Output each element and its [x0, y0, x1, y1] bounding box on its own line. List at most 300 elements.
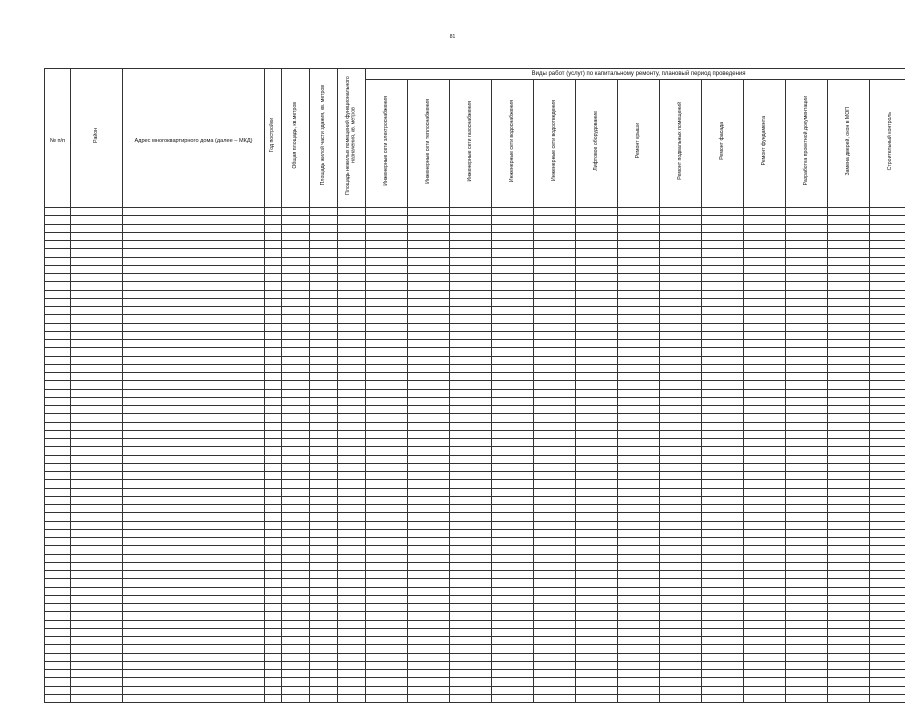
table-cell — [123, 670, 265, 678]
table-cell — [744, 678, 786, 686]
table-cell — [282, 505, 310, 513]
table-cell — [870, 439, 905, 447]
table-cell — [492, 694, 534, 702]
table-cell — [366, 604, 408, 612]
table-cell — [870, 694, 905, 702]
table-cell — [450, 538, 492, 546]
table-cell — [618, 513, 660, 521]
table-cell — [618, 439, 660, 447]
table-cell — [660, 348, 702, 356]
table-row — [45, 241, 905, 249]
table-cell — [660, 678, 702, 686]
table-cell — [123, 364, 265, 372]
table-cell — [786, 472, 828, 480]
table-cell — [265, 612, 282, 620]
table-cell — [576, 406, 618, 414]
table-cell — [786, 439, 828, 447]
table-cell — [450, 521, 492, 529]
table-cell — [45, 670, 71, 678]
table-cell — [310, 645, 338, 653]
table-cell — [744, 265, 786, 273]
table-cell — [310, 356, 338, 364]
table-cell — [366, 554, 408, 562]
table-cell — [576, 546, 618, 554]
table-cell — [123, 554, 265, 562]
table-cell — [450, 216, 492, 224]
header-nonliving-area: Площадь нежилых помещений функционального назначения, кв. метров — [338, 69, 366, 208]
table-cell — [702, 331, 744, 339]
table-cell — [45, 356, 71, 364]
table-cell — [828, 463, 870, 471]
table-cell — [45, 653, 71, 661]
table-cell — [660, 356, 702, 364]
table-cell — [618, 224, 660, 232]
table-cell — [45, 521, 71, 529]
table-cell — [123, 463, 265, 471]
table-cell — [702, 571, 744, 579]
table-cell — [265, 661, 282, 669]
table-cell — [576, 340, 618, 348]
table-cell — [660, 538, 702, 546]
table-cell — [123, 232, 265, 240]
table-cell — [282, 348, 310, 356]
table-cell — [786, 208, 828, 216]
table-cell — [828, 241, 870, 249]
table-cell — [71, 637, 123, 645]
table-cell — [408, 241, 450, 249]
table-cell — [618, 381, 660, 389]
table-cell — [450, 241, 492, 249]
table-cell — [338, 529, 366, 537]
table-cell — [282, 538, 310, 546]
table-cell — [870, 472, 905, 480]
table-cell — [45, 414, 71, 422]
table-cell — [450, 208, 492, 216]
table-cell — [828, 546, 870, 554]
table-cell — [71, 397, 123, 405]
table-cell — [534, 307, 576, 315]
table-row — [45, 628, 905, 636]
table-cell — [576, 257, 618, 265]
table-cell — [660, 612, 702, 620]
table-cell — [71, 612, 123, 620]
table-cell — [45, 447, 71, 455]
table-cell — [366, 472, 408, 480]
table-cell — [786, 496, 828, 504]
table-cell — [265, 274, 282, 282]
table-cell — [71, 513, 123, 521]
table-cell — [282, 480, 310, 488]
table-cell — [786, 340, 828, 348]
table-cell — [828, 348, 870, 356]
table-cell — [265, 307, 282, 315]
table-cell — [744, 216, 786, 224]
table-cell — [660, 381, 702, 389]
table-cell — [576, 282, 618, 290]
table-cell — [282, 307, 310, 315]
table-cell — [282, 653, 310, 661]
table-cell — [870, 447, 905, 455]
table-cell — [618, 323, 660, 331]
table-cell — [366, 562, 408, 570]
table-cell — [450, 356, 492, 364]
table-cell — [408, 538, 450, 546]
table-cell — [366, 571, 408, 579]
table-cell — [366, 628, 408, 636]
table-cell — [702, 645, 744, 653]
table-cell — [450, 373, 492, 381]
table-cell — [870, 513, 905, 521]
table-cell — [492, 554, 534, 562]
table-cell — [702, 538, 744, 546]
table-cell — [310, 257, 338, 265]
table-cell — [282, 488, 310, 496]
table-cell — [71, 331, 123, 339]
table-cell — [450, 571, 492, 579]
table-cell — [534, 612, 576, 620]
table-cell — [576, 521, 618, 529]
table-cell — [492, 298, 534, 306]
table-row — [45, 232, 905, 240]
table-cell — [265, 265, 282, 273]
table-cell — [265, 422, 282, 430]
table-cell — [534, 653, 576, 661]
table-cell — [282, 571, 310, 579]
table-cell — [338, 356, 366, 364]
table-cell — [282, 661, 310, 669]
table-cell — [338, 373, 366, 381]
table-cell — [660, 546, 702, 554]
table-row — [45, 604, 905, 612]
table-cell — [310, 298, 338, 306]
table-cell — [618, 661, 660, 669]
table-cell — [450, 562, 492, 570]
table-cell — [310, 414, 338, 422]
table-cell — [338, 298, 366, 306]
table-cell — [492, 282, 534, 290]
table-cell — [71, 529, 123, 537]
table-cell — [45, 397, 71, 405]
table-cell — [618, 595, 660, 603]
table-cell — [870, 406, 905, 414]
table-cell — [45, 686, 71, 694]
table-cell — [828, 505, 870, 513]
table-cell — [450, 637, 492, 645]
table-cell — [492, 455, 534, 463]
table-cell — [71, 224, 123, 232]
table-cell — [310, 529, 338, 537]
table-cell — [310, 686, 338, 694]
table-cell — [71, 257, 123, 265]
table-cell — [828, 224, 870, 232]
table-cell — [660, 472, 702, 480]
table-cell — [534, 208, 576, 216]
table-cell — [338, 645, 366, 653]
table-cell — [576, 208, 618, 216]
table-cell — [450, 348, 492, 356]
table-cell — [870, 307, 905, 315]
table-cell — [408, 595, 450, 603]
table-cell — [744, 546, 786, 554]
table-cell — [123, 538, 265, 546]
table-cell — [534, 513, 576, 521]
table-cell — [576, 463, 618, 471]
table-row — [45, 439, 905, 447]
table-cell — [702, 381, 744, 389]
table-cell — [123, 496, 265, 504]
table-cell — [310, 208, 338, 216]
table-cell — [123, 274, 265, 282]
table-cell — [660, 587, 702, 595]
table-cell — [123, 595, 265, 603]
table-cell — [338, 595, 366, 603]
table-cell — [265, 678, 282, 686]
table-cell — [702, 661, 744, 669]
table-cell — [71, 364, 123, 372]
table-cell — [282, 637, 310, 645]
table-cell — [534, 348, 576, 356]
header-work-basement: Ремонт подвальных помещений — [660, 80, 702, 208]
table-cell — [786, 298, 828, 306]
table-cell — [744, 348, 786, 356]
table-cell — [282, 249, 310, 257]
table-cell — [71, 208, 123, 216]
table-cell — [618, 645, 660, 653]
table-row — [45, 340, 905, 348]
table-cell — [744, 653, 786, 661]
table-cell — [45, 422, 71, 430]
table-cell — [265, 373, 282, 381]
table-cell — [786, 307, 828, 315]
table-cell — [618, 364, 660, 372]
table-cell — [265, 694, 282, 702]
table-cell — [786, 249, 828, 257]
table-cell — [492, 430, 534, 438]
table-cell — [534, 364, 576, 372]
table-cell — [744, 562, 786, 570]
table-cell — [870, 323, 905, 331]
table-cell — [45, 587, 71, 595]
table-cell — [702, 249, 744, 257]
table-cell — [408, 430, 450, 438]
table-cell — [45, 315, 71, 323]
table-cell — [338, 571, 366, 579]
table-cell — [71, 571, 123, 579]
table-cell — [786, 331, 828, 339]
table-cell — [45, 430, 71, 438]
table-cell — [576, 241, 618, 249]
table-cell — [660, 463, 702, 471]
table-cell — [408, 290, 450, 298]
table-cell — [265, 579, 282, 587]
table-cell — [618, 298, 660, 306]
table-cell — [786, 620, 828, 628]
table-cell — [408, 323, 450, 331]
table-cell — [71, 546, 123, 554]
table-cell — [366, 579, 408, 587]
table-cell — [338, 538, 366, 546]
table-cell — [265, 216, 282, 224]
table-cell — [408, 397, 450, 405]
table-cell — [576, 348, 618, 356]
table-cell — [786, 628, 828, 636]
table-row — [45, 282, 905, 290]
table-cell — [534, 505, 576, 513]
table-cell — [408, 348, 450, 356]
table-cell — [450, 414, 492, 422]
table-cell — [492, 480, 534, 488]
table-cell — [123, 348, 265, 356]
table-cell — [870, 488, 905, 496]
table-cell — [265, 571, 282, 579]
table-cell — [870, 529, 905, 537]
table-cell — [265, 331, 282, 339]
table-cell — [71, 323, 123, 331]
table-cell — [338, 315, 366, 323]
table-row — [45, 298, 905, 306]
table-cell — [870, 455, 905, 463]
table-cell — [618, 397, 660, 405]
table-cell — [702, 694, 744, 702]
table-cell — [618, 628, 660, 636]
table-cell — [338, 397, 366, 405]
table-cell — [828, 430, 870, 438]
table-cell — [71, 241, 123, 249]
table-cell — [786, 686, 828, 694]
table-cell — [366, 595, 408, 603]
table-cell — [534, 554, 576, 562]
table-cell — [534, 628, 576, 636]
table-cell — [71, 678, 123, 686]
table-cell — [408, 463, 450, 471]
table-cell — [310, 505, 338, 513]
table-cell — [786, 661, 828, 669]
table-cell — [450, 554, 492, 562]
table-cell — [450, 298, 492, 306]
table-cell — [660, 521, 702, 529]
table-cell — [338, 307, 366, 315]
table-cell — [660, 232, 702, 240]
table-cell — [282, 257, 310, 265]
table-cell — [123, 241, 265, 249]
table-cell — [744, 340, 786, 348]
table-cell — [618, 356, 660, 364]
table-cell — [123, 257, 265, 265]
table-cell — [744, 521, 786, 529]
table-row — [45, 562, 905, 570]
table-cell — [282, 265, 310, 273]
table-cell — [534, 562, 576, 570]
table-cell — [660, 439, 702, 447]
table-cell — [744, 645, 786, 653]
table-cell — [660, 364, 702, 372]
table-cell — [408, 208, 450, 216]
table-cell — [265, 439, 282, 447]
table-cell — [786, 612, 828, 620]
table-cell — [660, 241, 702, 249]
table-cell — [786, 406, 828, 414]
table-cell — [282, 612, 310, 620]
table-cell — [870, 554, 905, 562]
table-cell — [123, 414, 265, 422]
table-cell — [828, 637, 870, 645]
table-cell — [534, 538, 576, 546]
table-cell — [123, 422, 265, 430]
table-cell — [492, 340, 534, 348]
table-cell — [660, 340, 702, 348]
table-cell — [828, 612, 870, 620]
table-cell — [366, 587, 408, 595]
table-cell — [618, 290, 660, 298]
table-cell — [338, 406, 366, 414]
table-cell — [534, 274, 576, 282]
table-cell — [576, 595, 618, 603]
table-cell — [45, 637, 71, 645]
header-work-supervision: Строительный контроль — [870, 80, 905, 208]
table-cell — [576, 414, 618, 422]
table-cell — [265, 587, 282, 595]
table-cell — [618, 414, 660, 422]
table-cell — [702, 455, 744, 463]
table-cell — [786, 562, 828, 570]
table-cell — [492, 661, 534, 669]
table-cell — [660, 496, 702, 504]
table-cell — [123, 447, 265, 455]
table-cell — [45, 472, 71, 480]
table-cell — [71, 604, 123, 612]
table-cell — [576, 488, 618, 496]
table-cell — [282, 298, 310, 306]
table-cell — [492, 331, 534, 339]
table-cell — [282, 422, 310, 430]
table-cell — [870, 595, 905, 603]
table-cell — [534, 496, 576, 504]
table-body — [45, 208, 905, 703]
table-cell — [702, 340, 744, 348]
table-cell — [408, 554, 450, 562]
table-cell — [408, 364, 450, 372]
table-cell — [338, 331, 366, 339]
table-cell — [492, 529, 534, 537]
table-cell — [492, 612, 534, 620]
header-work-gas: Инженерные сети газоснабжения — [450, 80, 492, 208]
table-cell — [71, 488, 123, 496]
table-cell — [702, 628, 744, 636]
table-cell — [744, 224, 786, 232]
table-cell — [534, 571, 576, 579]
table-cell — [744, 430, 786, 438]
table-cell — [828, 331, 870, 339]
table-cell — [408, 653, 450, 661]
table-cell — [408, 496, 450, 504]
table-cell — [123, 315, 265, 323]
table-cell — [660, 422, 702, 430]
table-cell — [702, 282, 744, 290]
table-cell — [310, 620, 338, 628]
table-cell — [618, 678, 660, 686]
table-cell — [265, 224, 282, 232]
table-cell — [534, 430, 576, 438]
table-cell — [45, 216, 71, 224]
table-cell — [660, 554, 702, 562]
table-cell — [576, 579, 618, 587]
table-cell — [576, 645, 618, 653]
table-cell — [828, 208, 870, 216]
table-cell — [786, 373, 828, 381]
table-cell — [450, 406, 492, 414]
table-cell — [450, 529, 492, 537]
table-cell — [265, 546, 282, 554]
